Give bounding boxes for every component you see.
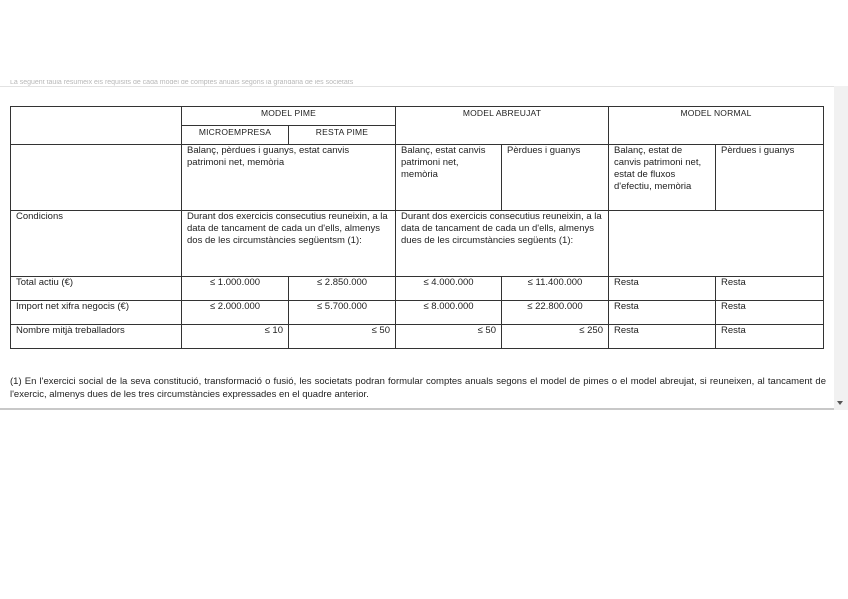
cell-xifra-negocis-micro: ≤ 2.000.000 [182,301,289,325]
company-models-table [10,106,824,349]
cell-total-actiu-normal-1: Resta [609,277,716,301]
header-empty-cell [11,107,182,145]
horizontal-scrollbar[interactable] [0,408,834,410]
scroll-down-arrow-icon[interactable] [837,401,843,405]
header-model-pime: MODEL PIME [182,107,396,126]
header-resta-pime: RESTA PIME [289,126,396,145]
row-label-treballadors: Nombre mitjà treballadors [11,325,182,349]
docs-normal-balanc: Balanç, estat de canvis patrimoni net, estat de fluxos d'efectiu, memòria [609,145,716,211]
cell-total-actiu-resta: ≤ 2.850.000 [289,277,396,301]
header-model-normal: MODEL NORMAL [609,107,824,145]
conditions-label: Condicions [11,211,182,277]
row-label-xifra-negocis: Import net xifra negocis (€) [11,301,182,325]
cell-xifra-negocis-normal-1: Resta [609,301,716,325]
docs-empty-cell [11,145,182,211]
conditions-pime: Durant dos exercicis consecutius reuneixin, a la data de tancament de cada un d'ells, almenys dos de les circumstàncies següentsm (1): [182,211,396,277]
cell-treballadors-resta: ≤ 50 [289,325,396,349]
vertical-scrollbar[interactable] [834,86,848,410]
faded-intro-text: La seguent taula resumeix els requisits de cada model de comptes anuals segons la grandaria de les societats [10,80,354,86]
docs-abreujat-balanc: Balanç, estat canvis patrimoni net, memòria [396,145,502,211]
cell-xifra-negocis-resta: ≤ 5.700.000 [289,301,396,325]
row-label-total-actiu: Total actiu (€) [11,277,182,301]
cell-treballadors-normal-2: Resta [716,325,824,349]
footnote: (1) En l'exercici social de la seva constitució, transformació o fusió, les societats podran formular comptes anuals segons el model de pimes o el model abreujat, si reuneixen, al tancament de l'exercic, almenys dues de les tres circumstàncies expressades en el quadre anterior. [10,376,826,400]
cell-total-actiu-abreujat-1: ≤ 4.000.000 [396,277,502,301]
header-microempresa: MICROEMPRESA [182,126,289,145]
cell-treballadors-normal-1: Resta [609,325,716,349]
header-model-abreujat: MODEL ABREUJAT [396,107,609,145]
cell-xifra-negocis-normal-2: Resta [716,301,824,325]
conditions-normal-empty [609,211,824,277]
docs-pime: Balanç, pèrdues i guanys, estat canvis patrimoni net, memòria [182,145,396,211]
cell-total-actiu-normal-2: Resta [716,277,824,301]
cell-total-actiu-micro: ≤ 1.000.000 [182,277,289,301]
docs-normal-pg: Pèrdues i guanys [716,145,824,211]
cell-xifra-negocis-abreujat-1: ≤ 8.000.000 [396,301,502,325]
cell-xifra-negocis-abreujat-2: ≤ 22.800.000 [502,301,609,325]
cell-total-actiu-abreujat-2: ≤ 11.400.000 [502,277,609,301]
cell-treballadors-micro: ≤ 10 [182,325,289,349]
cell-treballadors-abreujat-1: ≤ 50 [396,325,502,349]
conditions-abreujat: Durant dos exercicis consecutius reuneixin, a la data de tancament de cada un d'ells, almenys dues de les circumstàncies següents (1): [396,211,609,277]
docs-abreujat-pg: Pèrdues i guanys [502,145,609,211]
cell-treballadors-abreujat-2: ≤ 250 [502,325,609,349]
